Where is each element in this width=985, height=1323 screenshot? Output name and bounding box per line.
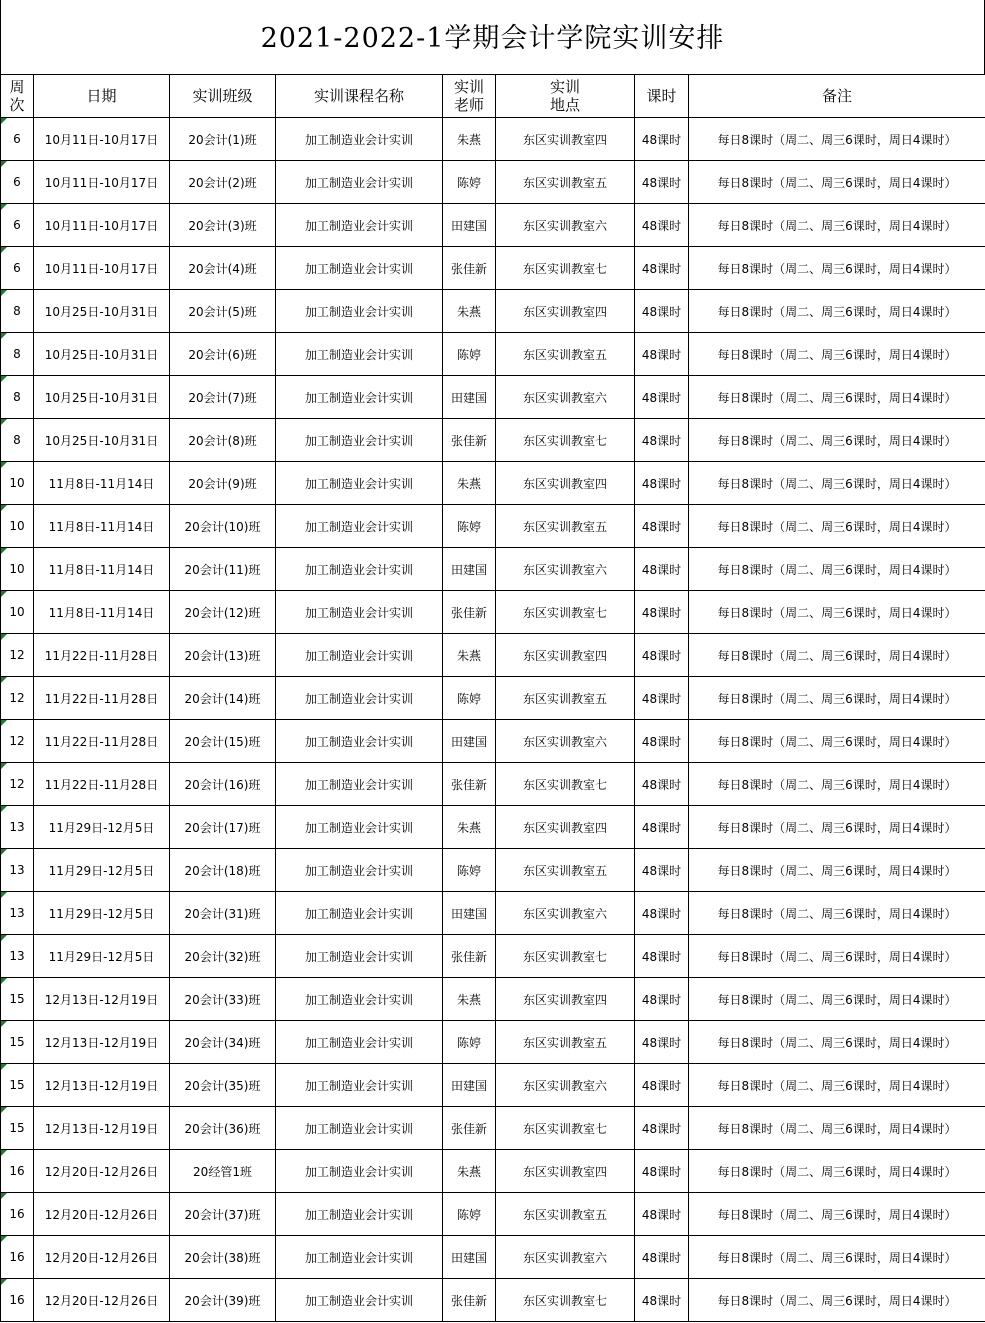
cell-course[interactable]: 加工制造业会计实训 <box>276 1107 443 1150</box>
cell-teacher[interactable]: 朱燕 <box>443 634 496 677</box>
cell-class[interactable]: 20会计(33)班 <box>170 978 276 1021</box>
cell-teacher[interactable]: 朱燕 <box>443 118 496 161</box>
cell-date[interactable]: 12月20日-12月26日 <box>34 1279 170 1322</box>
cell-teacher[interactable]: 朱燕 <box>443 806 496 849</box>
cell-place[interactable]: 东区实训教室四 <box>496 118 635 161</box>
cell-hours[interactable]: 48课时 <box>635 118 689 161</box>
cell-place[interactable]: 东区实训教室五 <box>496 161 635 204</box>
cell-place[interactable]: 东区实训教室七 <box>496 935 635 978</box>
cell-hours[interactable]: 48课时 <box>635 806 689 849</box>
cell-hours[interactable]: 48课时 <box>635 333 689 376</box>
cell-hours[interactable]: 48课时 <box>635 1150 689 1193</box>
cell-week[interactable]: 13 <box>1 935 34 978</box>
header-remark[interactable]: 备注 <box>689 75 985 118</box>
cell-week[interactable]: 13 <box>1 806 34 849</box>
cell-remark[interactable]: 每日8课时（周二、周三6课时，周日4课时） <box>689 462 985 505</box>
cell-week[interactable]: 8 <box>1 376 34 419</box>
cell-week[interactable]: 6 <box>1 247 34 290</box>
cell-date[interactable]: 10月11日-10月17日 <box>34 204 170 247</box>
cell-remark[interactable]: 每日8课时（周二、周三6课时，周日4课时） <box>689 204 985 247</box>
cell-remark[interactable]: 每日8课时（周二、周三6课时，周日4课时） <box>689 161 985 204</box>
table-row <box>1 1021 985 1064</box>
cell-hours[interactable]: 48课时 <box>635 1236 689 1279</box>
header-week-line1: 周 <box>9 78 25 96</box>
cell-date[interactable]: 12月20日-12月26日 <box>34 1193 170 1236</box>
cell-date[interactable]: 11月29日-12月5日 <box>34 935 170 978</box>
header-week-line2: 次 <box>9 96 25 114</box>
cell-course[interactable]: 加工制造业会计实训 <box>276 161 443 204</box>
cell-hours[interactable]: 48课时 <box>635 935 689 978</box>
cell-class[interactable]: 20会计(16)班 <box>170 763 276 806</box>
cell-week[interactable]: 6 <box>1 204 34 247</box>
cell-course[interactable]: 加工制造业会计实训 <box>276 1150 443 1193</box>
cell-hours[interactable]: 48课时 <box>635 376 689 419</box>
cell-week[interactable]: 10 <box>1 548 34 591</box>
schedule-table <box>0 74 985 1322</box>
cell-week[interactable]: 6 <box>1 118 34 161</box>
cell-class[interactable]: 20会计(18)班 <box>170 849 276 892</box>
cell-remark[interactable]: 每日8课时（周二、周三6课时，周日4课时） <box>689 1193 985 1236</box>
cell-remark[interactable]: 每日8课时（周二、周三6课时，周日4课时） <box>689 763 985 806</box>
cell-place[interactable]: 东区实训教室七 <box>496 1279 635 1322</box>
table-row <box>1 677 985 720</box>
cell-place[interactable]: 东区实训教室四 <box>496 1150 635 1193</box>
table-row <box>1 1064 985 1107</box>
table-row <box>1 161 985 204</box>
header-course[interactable]: 实训课程名称 <box>276 75 443 118</box>
cell-hours[interactable]: 48课时 <box>635 290 689 333</box>
cell-week[interactable]: 16 <box>1 1193 34 1236</box>
header-teacher-line2: 老师 <box>453 96 484 114</box>
cell-date[interactable]: 11月29日-12月5日 <box>34 849 170 892</box>
cell-teacher[interactable]: 朱燕 <box>443 1150 496 1193</box>
table-row <box>1 505 985 548</box>
cell-remark[interactable]: 每日8课时（周二、周三6课时，周日4课时） <box>689 677 985 720</box>
cell-week[interactable]: 12 <box>1 677 34 720</box>
cell-place[interactable]: 东区实训教室五 <box>496 1193 635 1236</box>
cell-date[interactable]: 12月13日-12月19日 <box>34 1064 170 1107</box>
cell-place[interactable]: 东区实训教室四 <box>496 634 635 677</box>
cell-date[interactable]: 11月8日-11月14日 <box>34 548 170 591</box>
cell-teacher[interactable]: 陈婷 <box>443 1193 496 1236</box>
cell-class[interactable]: 20会计(1)班 <box>170 118 276 161</box>
cell-place[interactable]: 东区实训教室四 <box>496 290 635 333</box>
cell-hours[interactable]: 48课时 <box>635 462 689 505</box>
cell-place[interactable]: 东区实训教室六 <box>496 1236 635 1279</box>
cell-hours[interactable]: 48课时 <box>635 591 689 634</box>
cell-remark[interactable]: 每日8课时（周二、周三6课时，周日4课时） <box>689 1021 985 1064</box>
cell-course[interactable]: 加工制造业会计实训 <box>276 376 443 419</box>
table-row <box>1 1279 985 1322</box>
cell-course[interactable]: 加工制造业会计实训 <box>276 1279 443 1322</box>
cell-week[interactable]: 8 <box>1 419 34 462</box>
cell-teacher[interactable]: 田建国 <box>443 892 496 935</box>
cell-class[interactable]: 20会计(2)班 <box>170 161 276 204</box>
cell-place[interactable]: 东区实训教室五 <box>496 1021 635 1064</box>
cell-remark[interactable]: 每日8课时（周二、周三6课时，周日4课时） <box>689 247 985 290</box>
header-place-line2: 地点 <box>549 96 580 114</box>
cell-course[interactable]: 加工制造业会计实训 <box>276 1021 443 1064</box>
cell-teacher[interactable]: 陈婷 <box>443 505 496 548</box>
cell-remark[interactable]: 每日8课时（周二、周三6课时，周日4课时） <box>689 892 985 935</box>
cell-course[interactable]: 加工制造业会计实训 <box>276 1193 443 1236</box>
table-row <box>1 935 985 978</box>
table-row <box>1 548 985 591</box>
cell-week[interactable]: 10 <box>1 591 34 634</box>
cell-class[interactable]: 20会计(10)班 <box>170 505 276 548</box>
cell-date[interactable]: 11月22日-11月28日 <box>34 634 170 677</box>
cell-remark[interactable]: 每日8课时（周二、周三6课时，周日4课时） <box>689 806 985 849</box>
cell-hours[interactable]: 48课时 <box>635 247 689 290</box>
cell-teacher[interactable]: 张佳新 <box>443 419 496 462</box>
cell-place[interactable]: 东区实训教室六 <box>496 376 635 419</box>
cell-class[interactable]: 20会计(31)班 <box>170 892 276 935</box>
cell-hours[interactable]: 48课时 <box>635 978 689 1021</box>
cell-class[interactable]: 20会计(34)班 <box>170 1021 276 1064</box>
cell-teacher[interactable]: 陈婷 <box>443 849 496 892</box>
cell-remark[interactable]: 每日8课时（周二、周三6课时，周日4课时） <box>689 1236 985 1279</box>
header-week[interactable] <box>1 75 34 118</box>
cell-class[interactable]: 20会计(32)班 <box>170 935 276 978</box>
cell-hours[interactable]: 48课时 <box>635 677 689 720</box>
cell-course[interactable]: 加工制造业会计实训 <box>276 548 443 591</box>
cell-place[interactable]: 东区实训教室四 <box>496 978 635 1021</box>
cell-hours[interactable]: 48课时 <box>635 763 689 806</box>
table-row <box>1 849 985 892</box>
cell-week[interactable]: 13 <box>1 892 34 935</box>
cell-teacher[interactable]: 田建国 <box>443 1236 496 1279</box>
cell-remark[interactable]: 每日8课时（周二、周三6课时，周日4课时） <box>689 1064 985 1107</box>
table-row <box>1 333 985 376</box>
cell-week[interactable]: 12 <box>1 763 34 806</box>
cell-remark[interactable]: 每日8课时（周二、周三6课时，周日4课时） <box>689 1279 985 1322</box>
cell-class[interactable]: 20会计(4)班 <box>170 247 276 290</box>
cell-remark[interactable]: 每日8课时（周二、周三6课时，周日4课时） <box>689 591 985 634</box>
cell-class[interactable]: 20会计(15)班 <box>170 720 276 763</box>
cell-hours[interactable]: 48课时 <box>635 204 689 247</box>
table-row <box>1 1236 985 1279</box>
cell-course[interactable]: 加工制造业会计实训 <box>276 505 443 548</box>
cell-teacher[interactable]: 陈婷 <box>443 333 496 376</box>
cell-course[interactable]: 加工制造业会计实训 <box>276 591 443 634</box>
cell-place[interactable]: 东区实训教室六 <box>496 204 635 247</box>
cell-class[interactable]: 20会计(11)班 <box>170 548 276 591</box>
cell-class[interactable]: 20会计(6)班 <box>170 333 276 376</box>
cell-remark[interactable]: 每日8课时（周二、周三6课时，周日4课时） <box>689 333 985 376</box>
cell-teacher[interactable]: 张佳新 <box>443 763 496 806</box>
cell-remark[interactable]: 每日8课时（周二、周三6课时，周日4课时） <box>689 376 985 419</box>
cell-teacher[interactable]: 张佳新 <box>443 1107 496 1150</box>
cell-course[interactable]: 加工制造业会计实训 <box>276 118 443 161</box>
cell-date[interactable]: 11月8日-11月14日 <box>34 591 170 634</box>
cell-date[interactable]: 12月20日-12月26日 <box>34 1150 170 1193</box>
cell-week[interactable]: 12 <box>1 720 34 763</box>
cell-date[interactable]: 10月11日-10月17日 <box>34 118 170 161</box>
cell-place[interactable]: 东区实训教室七 <box>496 763 635 806</box>
cell-course[interactable]: 加工制造业会计实训 <box>276 677 443 720</box>
cell-teacher[interactable]: 朱燕 <box>443 978 496 1021</box>
cell-class[interactable]: 20会计(8)班 <box>170 419 276 462</box>
cell-place[interactable]: 东区实训教室六 <box>496 720 635 763</box>
cell-place[interactable]: 东区实训教室七 <box>496 591 635 634</box>
table-row <box>1 892 985 935</box>
cell-date[interactable]: 10月25日-10月31日 <box>34 376 170 419</box>
cell-week[interactable]: 6 <box>1 161 34 204</box>
cell-class[interactable]: 20会计(7)班 <box>170 376 276 419</box>
cell-date[interactable]: 11月22日-11月28日 <box>34 720 170 763</box>
header-row <box>1 75 985 118</box>
cell-teacher[interactable]: 张佳新 <box>443 247 496 290</box>
cell-course[interactable]: 加工制造业会计实训 <box>276 204 443 247</box>
cell-place[interactable]: 东区实训教室六 <box>496 548 635 591</box>
cell-week[interactable]: 15 <box>1 1107 34 1150</box>
cell-hours[interactable]: 48课时 <box>635 892 689 935</box>
cell-date[interactable]: 10月25日-10月31日 <box>34 333 170 376</box>
cell-date[interactable]: 12月20日-12月26日 <box>34 1236 170 1279</box>
cell-remark[interactable]: 每日8课时（周二、周三6课时，周日4课时） <box>689 849 985 892</box>
cell-course[interactable]: 加工制造业会计实训 <box>276 763 443 806</box>
page-title: 2021-2022-1学期会计学院实训安排 <box>0 0 985 74</box>
header-teacher-line1: 实训 <box>453 78 484 96</box>
cell-week[interactable]: 16 <box>1 1150 34 1193</box>
cell-course[interactable]: 加工制造业会计实训 <box>276 935 443 978</box>
cell-date[interactable]: 11月22日-11月28日 <box>34 763 170 806</box>
cell-date[interactable]: 12月13日-12月19日 <box>34 1107 170 1150</box>
header-place-line1: 实训 <box>549 78 580 96</box>
cell-remark[interactable]: 每日8课时（周二、周三6课时，周日4课时） <box>689 935 985 978</box>
table-row <box>1 763 985 806</box>
cell-remark[interactable]: 每日8课时（周二、周三6课时，周日4课时） <box>689 1150 985 1193</box>
table-row <box>1 806 985 849</box>
cell-course[interactable]: 加工制造业会计实训 <box>276 1064 443 1107</box>
cell-hours[interactable]: 48课时 <box>635 161 689 204</box>
table-row <box>1 118 985 161</box>
cell-week[interactable]: 8 <box>1 290 34 333</box>
cell-remark[interactable]: 每日8课时（周二、周三6课时，周日4课时） <box>689 118 985 161</box>
cell-place[interactable]: 东区实训教室四 <box>496 806 635 849</box>
cell-teacher[interactable]: 陈婷 <box>443 161 496 204</box>
cell-place[interactable]: 东区实训教室五 <box>496 505 635 548</box>
cell-course[interactable]: 加工制造业会计实训 <box>276 290 443 333</box>
cell-hours[interactable]: 48课时 <box>635 1107 689 1150</box>
cell-date[interactable]: 11月22日-11月28日 <box>34 677 170 720</box>
cell-week[interactable]: 15 <box>1 1021 34 1064</box>
cell-teacher[interactable]: 朱燕 <box>443 290 496 333</box>
cell-week[interactable]: 10 <box>1 505 34 548</box>
table-row <box>1 376 985 419</box>
header-hours[interactable]: 课时 <box>635 75 689 118</box>
cell-week[interactable]: 15 <box>1 978 34 1021</box>
table-row <box>1 1150 985 1193</box>
table-row <box>1 1107 985 1150</box>
table-row <box>1 978 985 1021</box>
cell-place[interactable]: 东区实训教室五 <box>496 849 635 892</box>
cell-teacher[interactable]: 张佳新 <box>443 591 496 634</box>
cell-class[interactable]: 20会计(17)班 <box>170 806 276 849</box>
table-row <box>1 290 985 333</box>
cell-week[interactable]: 10 <box>1 462 34 505</box>
cell-teacher[interactable]: 张佳新 <box>443 1279 496 1322</box>
cell-week[interactable]: 16 <box>1 1279 34 1322</box>
cell-hours[interactable]: 48课时 <box>635 1021 689 1064</box>
cell-teacher[interactable]: 陈婷 <box>443 1021 496 1064</box>
table-row <box>1 1193 985 1236</box>
cell-hours[interactable]: 48课时 <box>635 849 689 892</box>
cell-teacher[interactable]: 田建国 <box>443 376 496 419</box>
cell-date[interactable]: 11月8日-11月14日 <box>34 462 170 505</box>
cell-class[interactable]: 20会计(3)班 <box>170 204 276 247</box>
cell-class[interactable]: 20会计(36)班 <box>170 1107 276 1150</box>
table-row <box>1 634 985 677</box>
cell-course[interactable]: 加工制造业会计实训 <box>276 806 443 849</box>
cell-hours[interactable]: 48课时 <box>635 720 689 763</box>
table-row <box>1 462 985 505</box>
cell-class[interactable]: 20会计(39)班 <box>170 1279 276 1322</box>
cell-class[interactable]: 20会计(9)班 <box>170 462 276 505</box>
cell-teacher[interactable]: 田建国 <box>443 548 496 591</box>
cell-remark[interactable]: 每日8课时（周二、周三6课时，周日4课时） <box>689 505 985 548</box>
cell-date[interactable]: 11月8日-11月14日 <box>34 505 170 548</box>
cell-place[interactable]: 东区实训教室六 <box>496 1064 635 1107</box>
cell-hours[interactable]: 48课时 <box>635 419 689 462</box>
cell-teacher[interactable]: 田建国 <box>443 204 496 247</box>
table-row <box>1 204 985 247</box>
cell-place[interactable]: 东区实训教室七 <box>496 247 635 290</box>
cell-date[interactable]: 12月13日-12月19日 <box>34 1021 170 1064</box>
cell-course[interactable]: 加工制造业会计实训 <box>276 419 443 462</box>
cell-place[interactable]: 东区实训教室七 <box>496 1107 635 1150</box>
cell-remark[interactable]: 每日8课时（周二、周三6课时，周日4课时） <box>689 978 985 1021</box>
cell-teacher[interactable]: 张佳新 <box>443 935 496 978</box>
cell-date[interactable]: 12月13日-12月19日 <box>34 978 170 1021</box>
cell-course[interactable]: 加工制造业会计实训 <box>276 462 443 505</box>
cell-remark[interactable]: 每日8课时（周二、周三6课时，周日4课时） <box>689 419 985 462</box>
cell-hours[interactable]: 48课时 <box>635 548 689 591</box>
header-teacher[interactable] <box>443 75 496 118</box>
table-row <box>1 591 985 634</box>
cell-course[interactable]: 加工制造业会计实训 <box>276 634 443 677</box>
table-row <box>1 720 985 763</box>
cell-class[interactable]: 20会计(37)班 <box>170 1193 276 1236</box>
header-class[interactable]: 实训班级 <box>170 75 276 118</box>
cell-class[interactable]: 20经管1班 <box>170 1150 276 1193</box>
cell-remark[interactable]: 每日8课时（周二、周三6课时，周日4课时） <box>689 634 985 677</box>
cell-course[interactable]: 加工制造业会计实训 <box>276 333 443 376</box>
cell-teacher[interactable]: 陈婷 <box>443 677 496 720</box>
cell-place[interactable]: 东区实训教室五 <box>496 677 635 720</box>
cell-course[interactable]: 加工制造业会计实训 <box>276 247 443 290</box>
table-row <box>1 419 985 462</box>
cell-class[interactable]: 20会计(14)班 <box>170 677 276 720</box>
cell-course[interactable]: 加工制造业会计实训 <box>276 849 443 892</box>
cell-course[interactable]: 加工制造业会计实训 <box>276 892 443 935</box>
cell-course[interactable]: 加工制造业会计实训 <box>276 1236 443 1279</box>
cell-hours[interactable]: 48课时 <box>635 634 689 677</box>
cell-course[interactable]: 加工制造业会计实训 <box>276 978 443 1021</box>
cell-class[interactable]: 20会计(35)班 <box>170 1064 276 1107</box>
table-row <box>1 247 985 290</box>
header-date[interactable]: 日期 <box>34 75 170 118</box>
cell-week[interactable]: 8 <box>1 333 34 376</box>
cell-hours[interactable]: 48课时 <box>635 1279 689 1322</box>
cell-hours[interactable]: 48课时 <box>635 505 689 548</box>
cell-class[interactable]: 20会计(13)班 <box>170 634 276 677</box>
cell-remark[interactable]: 每日8课时（周二、周三6课时，周日4课时） <box>689 720 985 763</box>
cell-date[interactable]: 10月25日-10月31日 <box>34 290 170 333</box>
cell-remark[interactable]: 每日8课时（周二、周三6课时，周日4课时） <box>689 1107 985 1150</box>
cell-teacher[interactable]: 朱燕 <box>443 462 496 505</box>
cell-place[interactable]: 东区实训教室七 <box>496 419 635 462</box>
cell-hours[interactable]: 48课时 <box>635 1193 689 1236</box>
cell-date[interactable]: 10月25日-10月31日 <box>34 419 170 462</box>
cell-place[interactable]: 东区实训教室六 <box>496 892 635 935</box>
cell-week[interactable]: 13 <box>1 849 34 892</box>
cell-date[interactable]: 11月29日-12月5日 <box>34 892 170 935</box>
cell-teacher[interactable]: 田建国 <box>443 1064 496 1107</box>
cell-week[interactable]: 15 <box>1 1064 34 1107</box>
cell-course[interactable]: 加工制造业会计实训 <box>276 720 443 763</box>
cell-date[interactable]: 10月11日-10月17日 <box>34 247 170 290</box>
cell-class[interactable]: 20会计(5)班 <box>170 290 276 333</box>
cell-class[interactable]: 20会计(12)班 <box>170 591 276 634</box>
cell-hours[interactable]: 48课时 <box>635 1064 689 1107</box>
cell-date[interactable]: 10月11日-10月17日 <box>34 161 170 204</box>
cell-date[interactable]: 11月29日-12月5日 <box>34 806 170 849</box>
cell-place[interactable]: 东区实训教室四 <box>496 462 635 505</box>
cell-week[interactable]: 16 <box>1 1236 34 1279</box>
cell-remark[interactable]: 每日8课时（周二、周三6课时，周日4课时） <box>689 290 985 333</box>
cell-teacher[interactable]: 田建国 <box>443 720 496 763</box>
cell-week[interactable]: 12 <box>1 634 34 677</box>
cell-remark[interactable]: 每日8课时（周二、周三6课时，周日4课时） <box>689 548 985 591</box>
cell-place[interactable]: 东区实训教室五 <box>496 333 635 376</box>
cell-class[interactable]: 20会计(38)班 <box>170 1236 276 1279</box>
header-place[interactable] <box>496 75 635 118</box>
